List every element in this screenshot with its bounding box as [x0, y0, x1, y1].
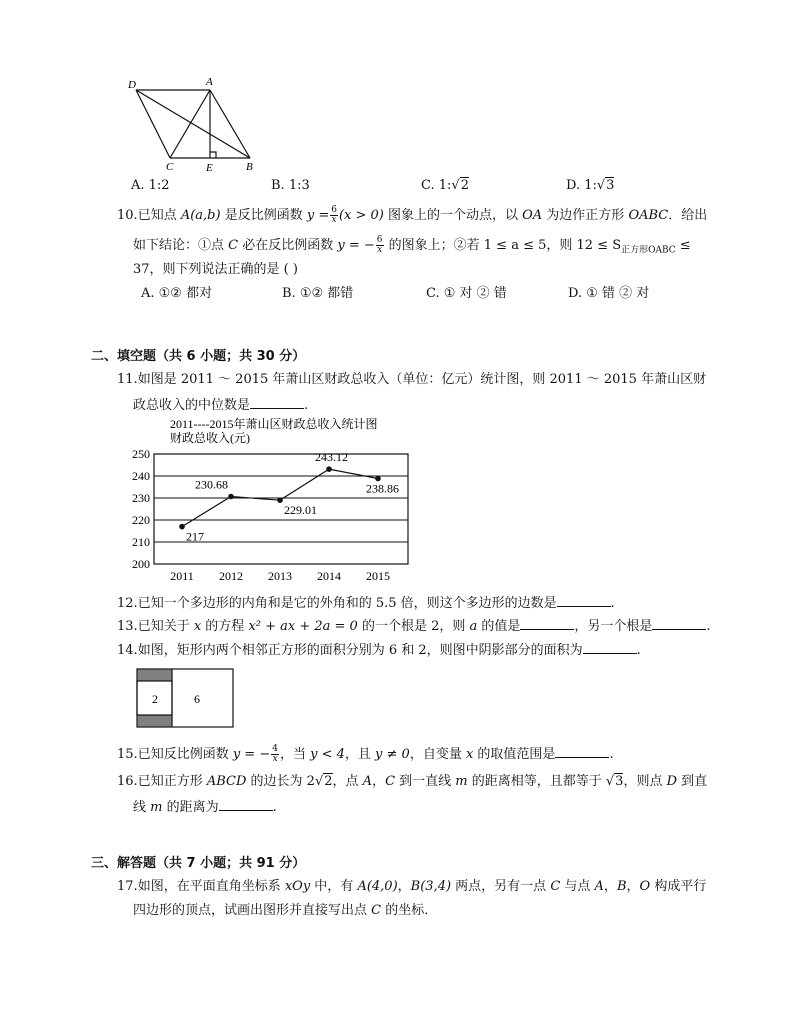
- q14-figure: [136, 668, 236, 730]
- q11-line2: 政总收入的中位数是 .: [133, 398, 309, 413]
- answer-blank[interactable]: [250, 396, 304, 409]
- data-point: [228, 494, 234, 500]
- q16-line1: 16.已知正方形 ABCD 的边长为 2√2，点 A，C 到一直线 m 的距离相等，且都等于 √3，则点 D 到直: [117, 774, 708, 789]
- answer-blank[interactable]: [520, 617, 574, 630]
- chart-frame: [154, 454, 408, 564]
- fraction: $\frac{6}{x}$: [376, 235, 383, 255]
- fraction: $\frac{4}{x}$: [272, 744, 278, 764]
- y-tick-label: 240: [132, 469, 150, 483]
- q14: 14.如图，矩形内两个相邻正方形的面积分别为 6 和 2，则图中阴影部分的面积为 .: [117, 643, 641, 658]
- q9-option-c-radicand: 2: [460, 178, 469, 193]
- data-point: [179, 524, 185, 530]
- q17-line2: 四边形的顶点，试画出图形并直接写出点 C 的坐标．: [133, 903, 438, 918]
- question-number: 16.: [117, 774, 138, 789]
- y-tick-label: 220: [132, 513, 150, 527]
- q10-option-c[interactable]: C. ① 对 ② 错: [426, 286, 507, 301]
- q10-line1: 10.已知点 A(a,b) 是反比例函数 y = $\frac{6}{x}$ (x > 0) 图象上的一个动点，以 OA 为边作正方形 OABC．给出: [117, 205, 708, 225]
- y-tick-label: 210: [132, 535, 150, 549]
- answer-blank[interactable]: [557, 594, 611, 607]
- q9-figure: [118, 74, 268, 176]
- q13: 13.已知关于 x 的方程 x² + ax + 2a = 0 的一个根是 2，则 a 的值是 ，另一个根是 .: [117, 619, 711, 634]
- y-tick-label: 200: [132, 557, 150, 571]
- x-tick-label: 2012: [219, 569, 243, 583]
- sqrt-symbol: √: [314, 774, 324, 789]
- big-square-label: 6: [194, 692, 200, 706]
- label-e: E: [206, 162, 213, 174]
- q10-option-a[interactable]: A. ①② 都对: [141, 286, 213, 301]
- q9-option-c[interactable]: [421, 178, 469, 194]
- data-label: 217: [186, 529, 204, 544]
- chart-subtitle: 财政总收入(元): [170, 431, 250, 445]
- q10-line3: 37，则下列说法正确的是 ( ): [133, 262, 298, 277]
- q10-line2: 如下结论：①点 C 必在反比例函数 y = − $\frac{6}{x}$ 的图象上；②若 1 ≤ a ≤ 5，则 $12 \le S_{正方形OABC}$ ≤: [133, 235, 691, 256]
- q10-option-b[interactable]: B. ①② 都错: [282, 286, 354, 301]
- q9-option-c-text: C. 1:: [421, 178, 452, 193]
- x-tick-label: 2014: [317, 569, 341, 583]
- chart-title: 2011----2015年萧山区财政总收入统计图: [170, 417, 378, 431]
- y-tick-label: 250: [132, 447, 150, 461]
- small-square-label: 2: [152, 692, 158, 706]
- label-b: B: [246, 161, 253, 173]
- sqrt-symbol: √: [605, 774, 615, 789]
- q11-line1: 11.如图是 2011 ～ 2015 年萧山区财政总收入（单位：亿元）统计图，则 2011 ～ 2015 年萧山区财: [117, 372, 707, 387]
- data-label: 230.68: [195, 477, 228, 492]
- question-number: 12.: [117, 596, 138, 611]
- answer-blank[interactable]: [652, 617, 706, 630]
- question-number: 14.: [117, 643, 138, 658]
- q12: 12.已知一个多边形的内角和是它的外角和的 5.5 倍，则这个多边形的边数是 .: [117, 596, 615, 611]
- q9-option-b[interactable]: B. 1:3: [271, 178, 310, 193]
- q10-option-d[interactable]: D. ① 错 ② 对: [568, 286, 650, 301]
- y-tick-label: 230: [132, 491, 150, 505]
- data-point: [326, 466, 332, 472]
- q9-option-d-text: D. 1:: [566, 178, 597, 193]
- label-c: C: [166, 161, 174, 173]
- q17-line1: 17.如图，在平面直角坐标系 xOy 中，有 A(4,0)，B(3,4) 两点，另有一点 C 与点 A，B，O 构成平行: [117, 879, 707, 894]
- question-number: 17.: [117, 879, 138, 894]
- q9-option-d-radicand: 3: [606, 178, 615, 193]
- label-a: A: [206, 76, 213, 88]
- sqrt-symbol: √: [596, 178, 606, 193]
- answer-blank[interactable]: [555, 745, 609, 758]
- fraction: $\frac{6}{x}$: [331, 205, 337, 225]
- x-tick-label: 2013: [268, 569, 292, 583]
- data-point: [375, 476, 381, 482]
- answer-blank[interactable]: [583, 641, 637, 654]
- q15: 15.已知反比例函数 y = − $\frac{4}{x}$ ，当 y < 4，且 y ≠ 0，自变量 x 的取值范围是 .: [117, 744, 614, 764]
- question-number: 15.: [117, 747, 138, 762]
- question-number: 11.: [117, 372, 138, 387]
- section-title-solve: 三、解答题（共 7 小题；共 91 分）: [91, 856, 306, 871]
- q9-option-d[interactable]: [566, 178, 614, 194]
- data-label: 243.12: [315, 450, 348, 465]
- data-label: 229.01: [284, 503, 317, 518]
- x-tick-label: 2015: [366, 569, 390, 583]
- sqrt-symbol: √: [451, 178, 460, 193]
- question-number: 10.: [117, 208, 138, 223]
- data-point: [277, 497, 283, 503]
- q9-option-a[interactable]: A. 1:2: [131, 178, 170, 193]
- revenue-chart: [128, 414, 413, 586]
- question-number: 13.: [117, 619, 138, 634]
- data-label: 238.86: [366, 481, 399, 496]
- answer-blank[interactable]: [219, 798, 273, 811]
- q16-line2: 线 m 的距离为 .: [133, 800, 277, 815]
- x-tick-label: 2011: [170, 569, 194, 583]
- section-title-fill-in: 二、填空题（共 6 小题；共 30 分）: [91, 349, 306, 364]
- label-d: D: [128, 79, 136, 91]
